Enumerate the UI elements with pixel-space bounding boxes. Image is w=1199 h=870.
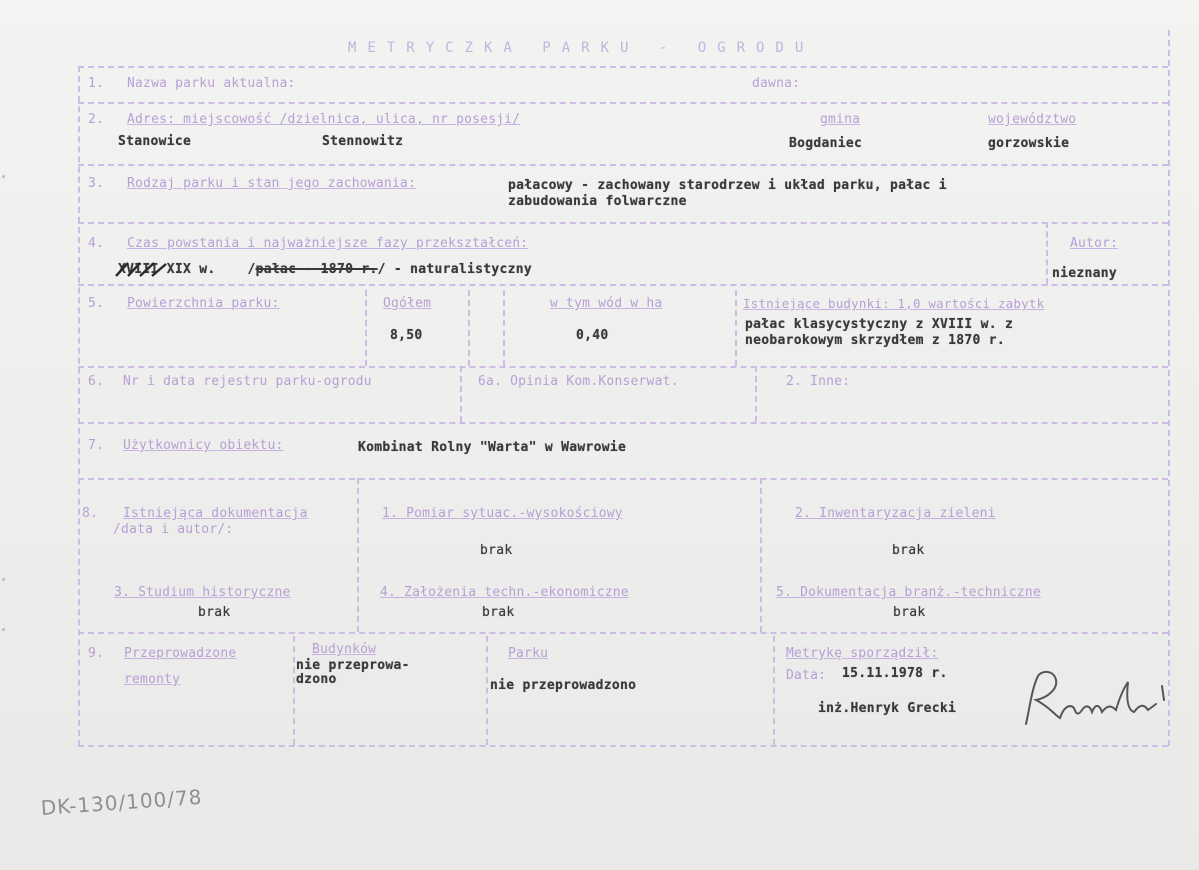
voivodeship-value: gorzowskie bbox=[988, 136, 1070, 151]
park-type-value-line2: zabudowania folwarczne bbox=[508, 194, 687, 209]
row-number: 2. bbox=[88, 112, 105, 127]
border-right bbox=[1168, 30, 1170, 746]
margin-dot bbox=[2, 175, 5, 178]
park-col-label: Parku bbox=[508, 646, 549, 661]
locality-value: Stanowice bbox=[118, 134, 192, 149]
users-label: Użytkownicy obiektu: bbox=[123, 438, 284, 453]
park-type-value-line1: pałacowy - zachowany starodrzew i układ parku, pałac i bbox=[508, 178, 947, 193]
street-value: Stennowitz bbox=[322, 134, 404, 149]
form-title: METRYCZKA PARKU - OGRODU bbox=[348, 40, 815, 56]
total-area-value: 8,50 bbox=[390, 328, 423, 343]
historical-study-label: 3. Studium historyczne bbox=[114, 585, 291, 600]
prepared-by-label: Metrykę sporządził: bbox=[786, 646, 939, 661]
historical-study-value: brak bbox=[198, 605, 231, 620]
row-number: 8. bbox=[82, 506, 99, 521]
date-label: Data: bbox=[786, 668, 827, 683]
rule bbox=[78, 284, 1168, 286]
row-number: 6. bbox=[88, 374, 105, 389]
buildings-renov-value-line1: nie przeprowa- bbox=[296, 658, 410, 673]
tech-econ-value: brak bbox=[482, 605, 515, 620]
origin-bracket: / bbox=[247, 262, 256, 277]
archive-reference: DK-130/100/78 bbox=[40, 784, 204, 820]
register-label: Nr i data rejestru parku-ogrodu bbox=[123, 374, 372, 389]
survey-value: brak bbox=[480, 543, 513, 558]
renovations-label-line1: Przeprowadzone bbox=[124, 646, 237, 661]
voivodeship-label: województwo bbox=[988, 112, 1077, 127]
former-name-label: dawna: bbox=[752, 76, 801, 91]
conservator-opinion-label: 6a. Opinia Kom.Konserwat. bbox=[478, 374, 679, 389]
rule bbox=[78, 422, 1168, 424]
date-value: 15.11.1978 r. bbox=[842, 666, 948, 681]
gmina-value: Bogdaniec bbox=[789, 136, 863, 151]
documentation-label-line2: /data i autor/: bbox=[113, 522, 234, 537]
century-xviii: XVIII bbox=[118, 262, 159, 277]
rule bbox=[78, 102, 1168, 104]
author-value: nieznany bbox=[1052, 266, 1118, 281]
other-label: 2. Inne: bbox=[786, 374, 851, 389]
divider bbox=[755, 366, 757, 422]
century-xix: XIX w. bbox=[158, 262, 216, 277]
divider bbox=[365, 290, 367, 366]
margin-dot bbox=[2, 628, 5, 631]
documentation-label-line1: Istniejąca dokumentacja bbox=[123, 506, 308, 521]
crossout-scribble bbox=[114, 260, 172, 280]
row-number: 9. bbox=[88, 646, 105, 661]
crossed-century bbox=[118, 262, 159, 277]
renovations-label-line2: remonty bbox=[124, 672, 181, 687]
rule bbox=[78, 366, 1168, 368]
gmina-label: gmina bbox=[820, 112, 861, 127]
row-number: 7. bbox=[88, 438, 105, 453]
divider bbox=[503, 290, 505, 366]
users-value: Kombinat Rolny "Warta" w Wawrowie bbox=[358, 440, 627, 455]
address-label: Adres: miejscowość /dzielnica, ulica, nr posesji/ bbox=[127, 112, 521, 127]
park-name-label: Nazwa parku aktualna: bbox=[127, 76, 296, 91]
origin-style: / - naturalistyczny bbox=[377, 262, 532, 277]
origin-value bbox=[118, 262, 532, 277]
technical-docs-label: 5. Dokumentacja branż.-techniczne bbox=[776, 585, 1041, 600]
divider bbox=[1046, 222, 1048, 284]
divider bbox=[357, 478, 359, 632]
technical-docs-value: brak bbox=[893, 605, 926, 620]
rule bbox=[78, 745, 1168, 747]
row-number: 1. bbox=[88, 76, 105, 91]
greenery-inventory-label: 2. Inwentaryzacja zieleni bbox=[795, 506, 996, 521]
survey-label: 1. Pomiar sytuac.-wysokościowy bbox=[382, 506, 623, 521]
divider bbox=[468, 290, 470, 366]
origin-label: Czas powstania i najważniejsze fazy przekształceń: bbox=[127, 236, 529, 251]
area-label: Powierzchnia parku: bbox=[127, 296, 280, 311]
row-number: 4. bbox=[88, 236, 105, 251]
water-area-value: 0,40 bbox=[576, 328, 609, 343]
divider bbox=[293, 636, 295, 745]
divider bbox=[773, 636, 775, 745]
buildings-label: Istniejące budynki: 1,0 wartości zabytk bbox=[743, 296, 1045, 311]
rule bbox=[78, 632, 1168, 634]
total-area-label: Ogółem bbox=[383, 296, 432, 311]
rule bbox=[78, 478, 1168, 480]
rule bbox=[78, 164, 1168, 166]
author-label: Autor: bbox=[1070, 236, 1119, 251]
greenery-inventory-value: brak bbox=[892, 543, 925, 558]
divider bbox=[486, 636, 488, 745]
signature-icon bbox=[1012, 666, 1182, 736]
row-number: 3. bbox=[88, 176, 105, 191]
border-left bbox=[78, 66, 80, 746]
tech-econ-label: 4. Założenia techn.-ekonomiczne bbox=[380, 585, 629, 600]
rule bbox=[78, 66, 1168, 68]
rule bbox=[78, 222, 1168, 224]
margin-dot bbox=[2, 578, 5, 581]
buildings-value-line1: pałac klasycystyczny z XVIII w. z bbox=[745, 317, 1014, 332]
prepared-by-value: inż.Henryk Grecki bbox=[818, 701, 957, 716]
divider bbox=[735, 290, 737, 366]
park-renov-value: nie przeprowadzono bbox=[490, 678, 637, 693]
divider bbox=[760, 478, 762, 632]
buildings-renov-value-line2: dzono bbox=[296, 672, 337, 687]
buildings-value-line2: neobarokowym skrzydłem z 1870 r. bbox=[745, 333, 1006, 348]
park-type-label: Rodzaj parku i stan jego zachowania: bbox=[127, 176, 416, 191]
origin-struck-text: pałac - 1870 r. bbox=[255, 262, 378, 277]
water-area-label: w tym wód w ha bbox=[550, 296, 663, 311]
row-number: 5. bbox=[88, 296, 105, 311]
buildings-col-label: Budynków bbox=[312, 642, 377, 657]
divider bbox=[460, 366, 462, 422]
